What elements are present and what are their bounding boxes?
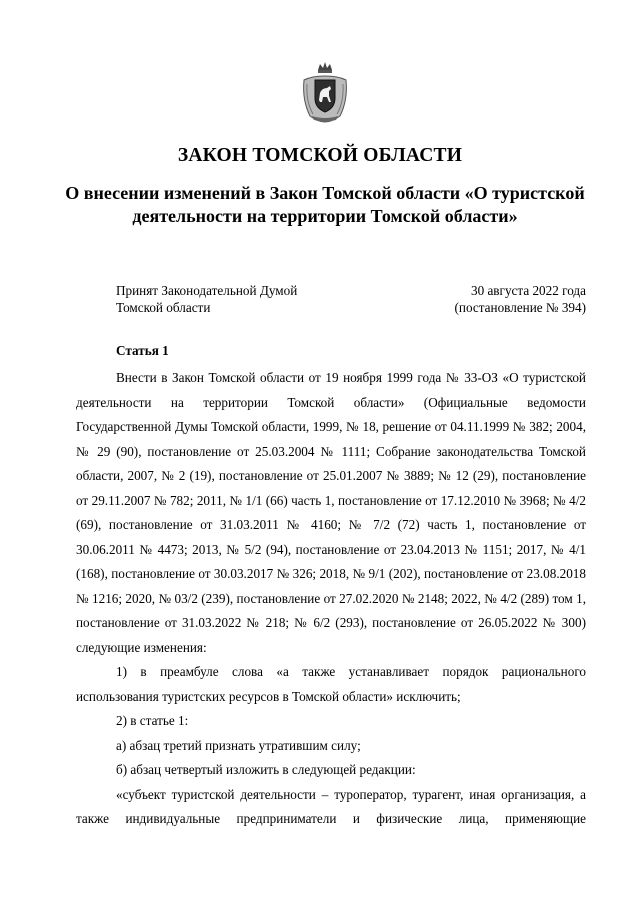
adopted-by-line2: Томской области xyxy=(116,300,211,315)
paragraph-item-2: 2) в статье 1: xyxy=(116,713,189,728)
paragraph-item-1: 1) в преамбуле слова «а также устанавливает порядок рационального использования туристских ресурсов в Томской области» исключить; xyxy=(76,664,586,704)
paragraph-quote: «субъект туристской деятельности – туроператор, турагент, иная организация, а также индивидуальные предприниматели и физические лица, применяющие xyxy=(76,786,586,826)
paragraph-main: Внести в Закон Томской области от 19 ноября 1999 года № 33-ОЗ «О туристской деятельности на территории Томской области» (Официальные ведомости Государственной Думы Томской области, 1999, № 18, решение от 04.11.1999 № 382; 2004, № 29 (90), постановление от 25.03.2004 № 1111; Собрание законодательства Томской области, 2007, № 2 (19), постановление от 25.01.2007 № 3889; № 12 (29), постановление от 29.11.2007 № 782; 2011, № 1/1 (66) часть 1, постановление от 17.12.2010 № 3968; № 4/2 (69), постановление от 31.03.2011 № 4160; № 7/2 (72) часть 1, постановление от 30.06.2011 № 4473; 2013, № 5/2 (94), постановление от 23.04.2013 № 1151; 2017, № 4/1 (168), постановление от 30.03.2017 № 326; 2018, № 9/1 (202), постановление от 23.08.2018 № 1216; 2020, № 03/2 (239), постановление от 27.02.2020 № 2148; 2022, № 4/2 (289) том 1, постановление от 31.03.2022 № 218; № 6/2 (293), постановление от 26.05.2022 № 300) следующие изменения: xyxy=(76,370,586,655)
paragraph-subitem-b: б) абзац четвертый изложить в следующей редакции: xyxy=(116,762,416,777)
adoption-info xyxy=(116,282,297,316)
adoption-date-info xyxy=(446,282,586,316)
article-heading: Статья 1 xyxy=(116,343,169,358)
law-subtitle: О внесении изменений в Закон Томской области «О туристской деятельности на территории Томской области» xyxy=(65,183,585,226)
adopted-by-line1: Принят Законодательной Думой xyxy=(116,283,298,298)
article-body xyxy=(76,366,586,832)
coat-of-arms-emblem xyxy=(298,60,352,124)
paragraph-subitem-a: а) абзац третий признать утратившим силу; xyxy=(116,737,361,753)
resolution-number: (постановление № 394) xyxy=(454,300,586,315)
law-title: ЗАКОН ТОМСКОЙ ОБЛАСТИ xyxy=(177,145,463,166)
adoption-date: 30 августа 2022 года xyxy=(470,283,586,298)
